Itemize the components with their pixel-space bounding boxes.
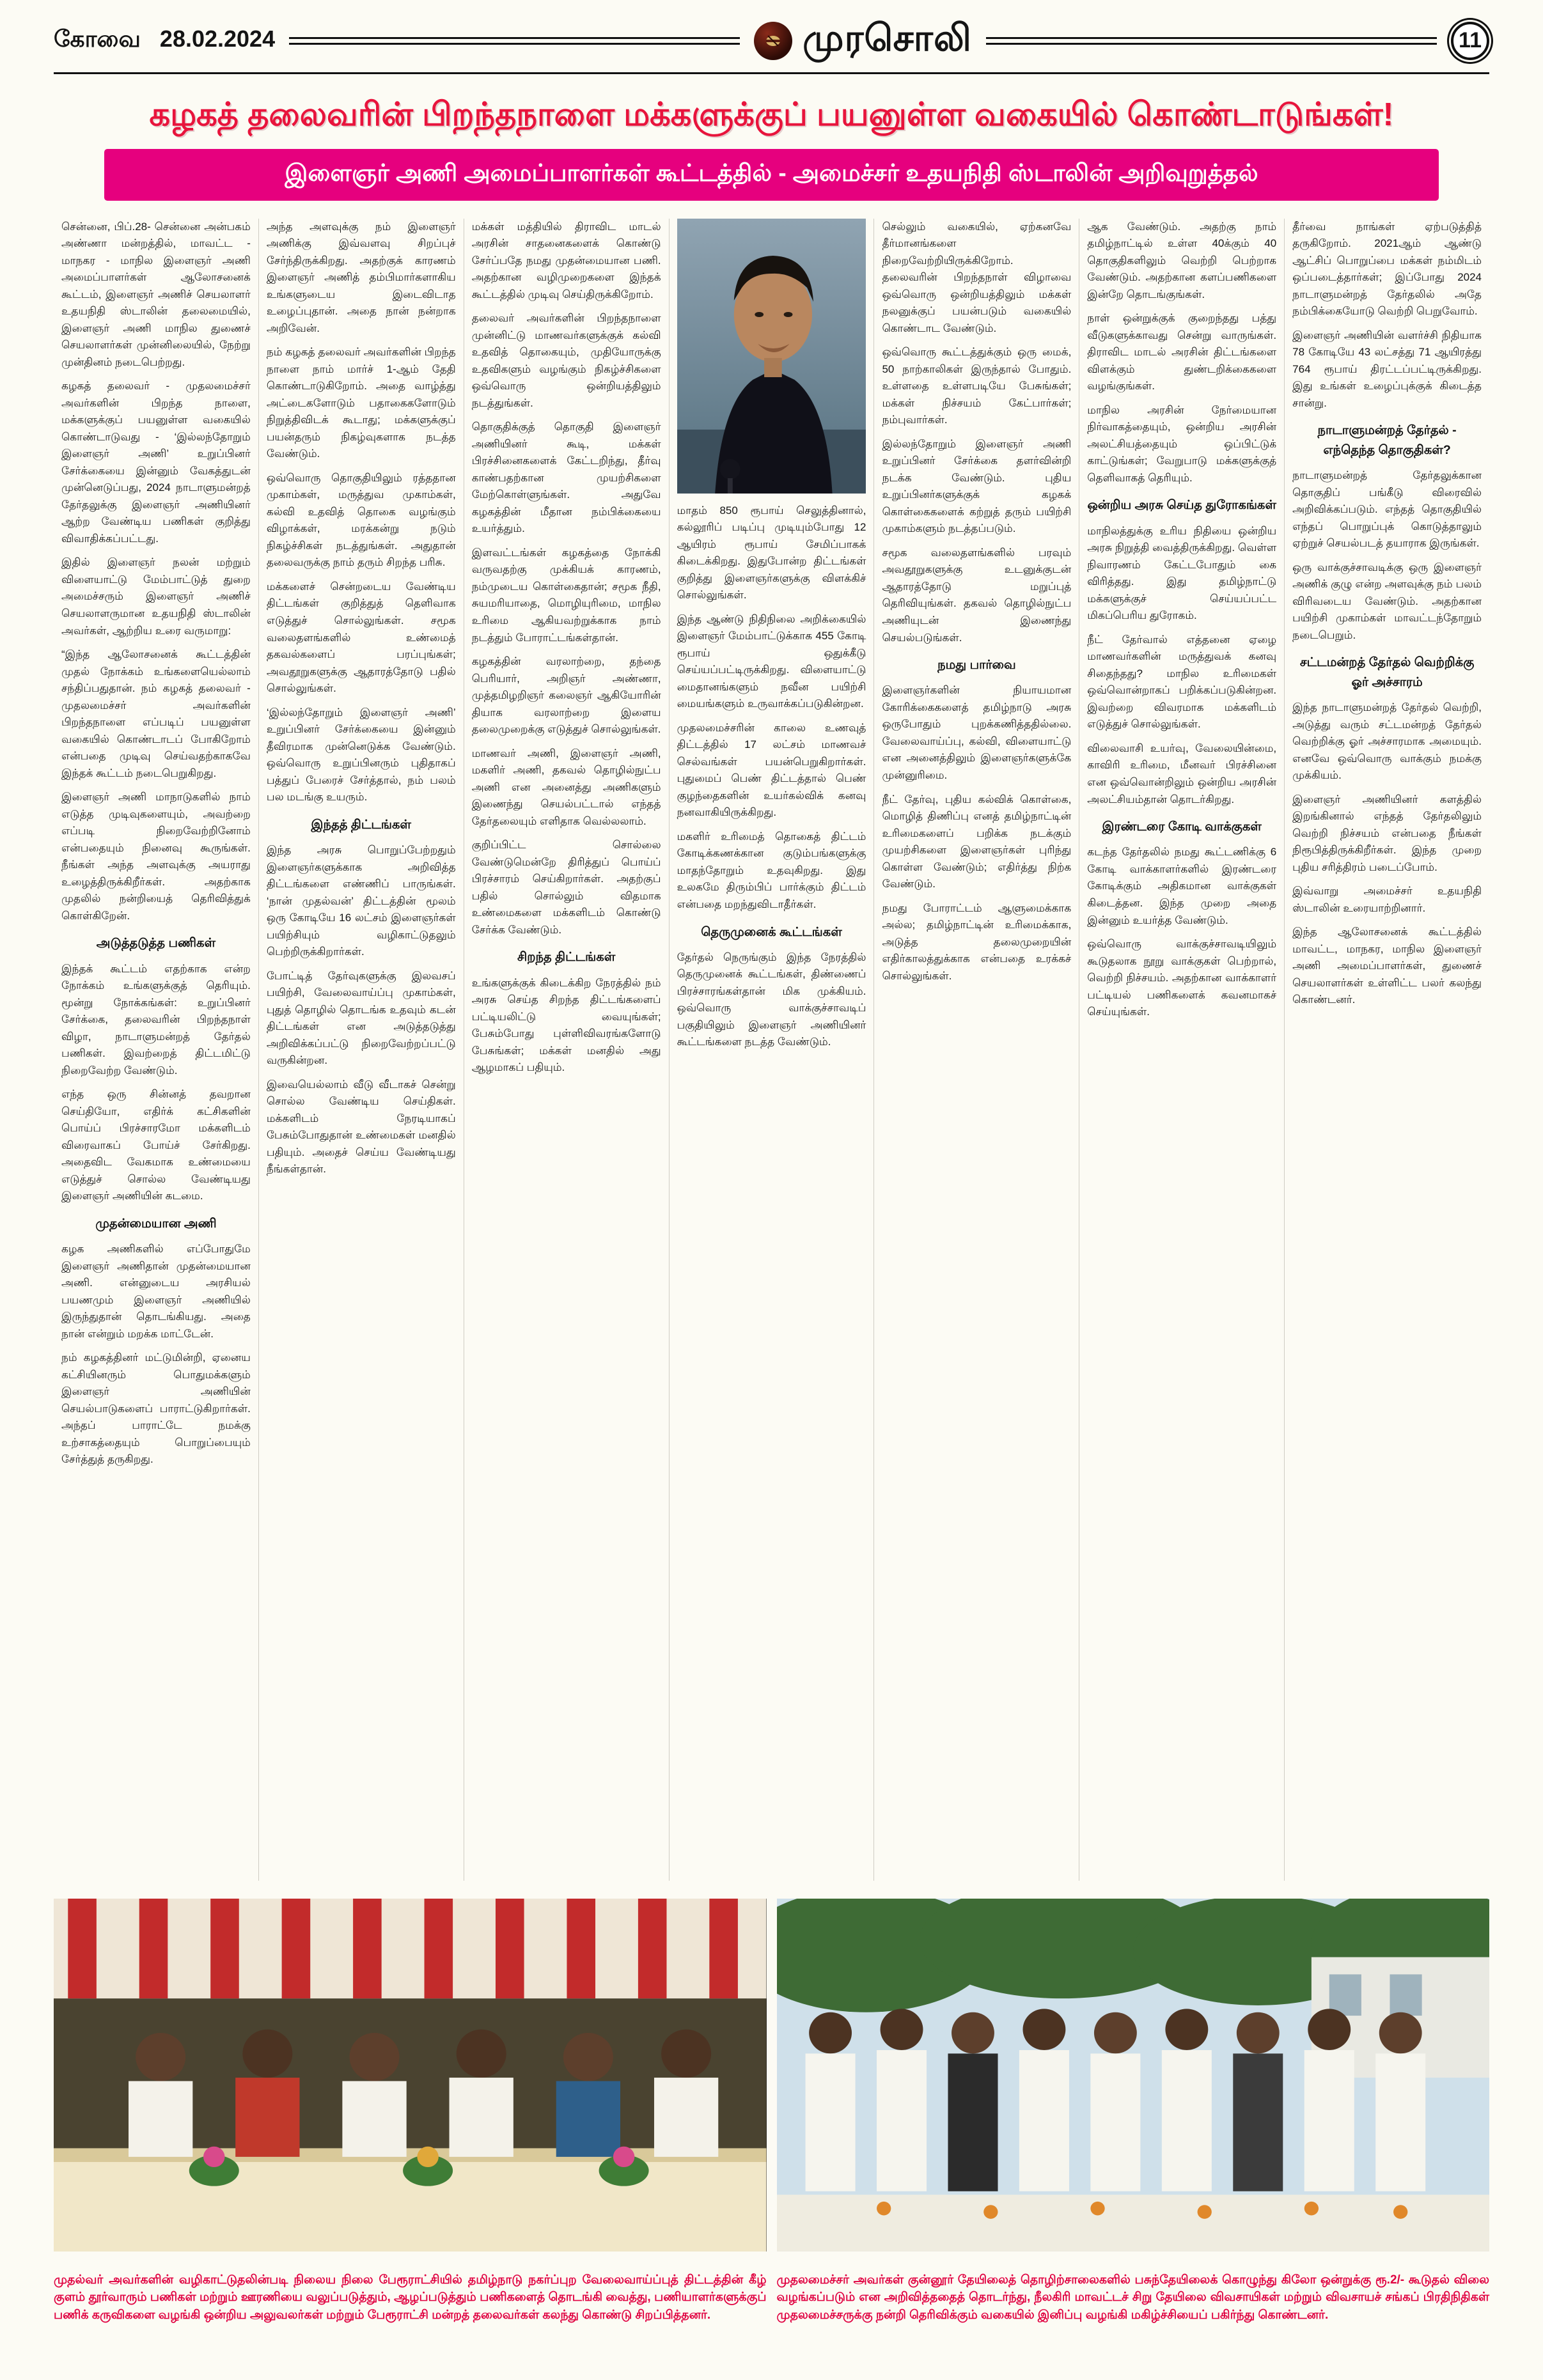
caption-row bbox=[54, 2259, 1489, 2337]
article-paragraph: தலைவர் அவர்களின் பிறந்தநாளை முன்னிட்டு மாணவர்களுக்குக் கல்வி உதவித் தொகையும், முதியோருக்கு உதவிகளும் வழங்கும் நிகழ்ச்சிகளை ஒவ்வொரு ஒன்றியத்திலும் நடத்துங்கள். bbox=[471, 312, 661, 409]
article-paragraph: மக்களைச் சென்றடைய வேண்டிய திட்டங்கள் குறித்துத் தெளிவாக எடுத்துச் சொல்லுங்கள். சமூக வலைதளங்களில் உண்மைத் தகவல்களைப் பரப்புங்கள்; அவதூறுகளுக்கு ஆதாரத்தோடு பதில் சொல்லுங்கள். bbox=[266, 580, 456, 695]
article-paragraph: நீட் தேர்வால் எத்தனை ஏழை மாணவர்களின் மருத்துவக் கனவு சிதைந்தது? மாநில உரிமைகள் ஒவ்வொன்றாகப் பறிக்கப்படுகின்றன. இவற்றை விவரமாக மக்களிடம் எடுத்துச் சொல்லுங்கள். bbox=[1087, 633, 1277, 731]
article-paragraph: இவையெல்லாம் வீடு வீடாகச் சென்று சொல்ல வேண்டிய செய்திகள். மக்களிடம் நேரடியாகப் பேசும்போதுதான் உண்மைகள் மனதில் பதியும். அதைச் செய்ய வேண்டியது நீங்கள்தான். bbox=[266, 1078, 456, 1176]
article-paragraph: இளைஞர் அணியின் வளர்ச்சி நிதியாக 78 கோடியே 43 லட்சத்து 71 ஆயிரத்து 764 ரூபாய் திரட்டப்பட்டிருக்கிறது. இது உங்கள் உழைப்புக்குக் கிடைத்த சான்று. bbox=[1292, 329, 1482, 409]
article-column-4 bbox=[669, 219, 874, 1881]
article-subhead: இரண்டரை கோடி வாக்குகள் bbox=[1102, 820, 1262, 834]
article-paragraph: மாணவர் அணி, இளைஞர் அணி, மகளிர் அணி, தகவல் தொழில்நுட்ப அணி என அனைத்து அணிகளும் இணைந்து செயல்பட்டால் எந்தத் தேர்தலையும் எளிதாக வெல்லலாம். bbox=[471, 747, 661, 827]
masthead bbox=[54, 17, 1489, 74]
article-paragraph: சென்னை, பிப்.28- சென்னை அன்பகம் அண்ணா மன்றத்தில், மாவட்ட - மாநகர - மாநில இளைஞர் அணி அமைப்பாளர்கள் ஆலோசனைக் கூட்டம், இளைஞர் அணிச் செயலாளர் உதயநிதி ஸ்டாலின் தலைமையில், இளைஞர் அணி மாநில துணைச் செயலாளர்கள் முன்னிலையில், நேற்று முன்தினம் நடைபெற்றது. bbox=[61, 220, 251, 368]
article-body bbox=[54, 219, 1489, 1881]
article-paragraph: இவ்வாறு அமைச்சர் உதயநிதி ஸ்டாலின் உரையாற்றினார். bbox=[1292, 885, 1482, 914]
article-paragraph: இந்த ஆண்டு நிதிநிலை அறிக்கையில் இளைஞர் மேம்பாட்டுக்காக 455 கோடி ரூபாய் ஒதுக்கீடு செய்யப்பட்டிருக்கிறது. விளையாட்டு மைதானங்களும் நவீன பயிற்சி மையங்களும் உருவாக்கப்படுகின்றன. bbox=[677, 612, 866, 710]
article-paragraph: ‘இல்லந்தோறும் இளைஞர் அணி’ உறுப்பினர் சேர்க்கையை இன்னும் தீவிரமாக முன்னெடுக்க வேண்டும். ஒவ்வொரு உறுப்பினரும் புதிதாகப் பத்துப் பேரைச் சேர்த்தால், நம் பலம் பல மடங்கு உயரும். bbox=[266, 706, 456, 804]
article-paragraph: ஆக வேண்டும். அதற்கு நாம் தமிழ்நாட்டில் உள்ள 40க்கும் 40 தொகுதிகளிலும் வெற்றி பெற்றாக வேண்டும். அதற்கான களப்பணிகளை இன்றே தொடங்குங்கள். bbox=[1087, 220, 1277, 300]
article-paragraph: குறிப்பிட்ட சொல்லை வேண்டுமென்றே திரித்துப் பொய்ப் பிரச்சாரம் செய்கிறார்கள். அதற்குப் பதில் சொல்லும் விதமாக உண்மைகளை மக்களிடம் கொண்டு சேர்க்க வேண்டும். bbox=[471, 839, 661, 936]
article-paragraph: நம் கழகத்தினர் மட்டுமின்றி, ஏனைய கட்சியினரும் பொதுமக்களும் இளைஞர் அணியின் செயல்பாடுகளைப் பாராட்டுகிறார்கள். அந்தப் பாராட்டே நமக்கு உற்சாகத்தையும் பொறுப்பையும் சேர்த்துத் தருகிறது. bbox=[61, 1351, 251, 1466]
article-paragraph: சமூக வலைதளங்களில் பரவும் அவதூறுகளுக்கு உடனுக்குடன் ஆதாரத்தோடு மறுப்புத் தெரிவியுங்கள். தகவல் தொழில்நுட்ப அணியுடன் இணைந்து செயல்படுங்கள். bbox=[882, 546, 1072, 644]
article-paragraph: செல்லும் வகையில், ஏற்கனவே தீர்மானங்களை நிறைவேற்றியிருக்கிறோம். தலைவரின் பிறந்தநாள் விழாவை ஒவ்வொரு ஒன்றியத்திலும் மக்கள் நலனுக்குப் பயன்படும் வகையில் கொண்டாட வேண்டும். bbox=[882, 220, 1072, 334]
speaker-portrait-photo bbox=[677, 219, 866, 494]
group-outdoor-photo bbox=[777, 1899, 1490, 2252]
article-paragraph: உங்களுக்குக் கிடைக்கிற நேரத்தில் நம் அரசு செய்த சிறந்த திட்டங்களைப் பட்டியலிட்டு வையுங்கள்; பேசும்போது புள்ளிவிவரங்களோடு பேசுங்கள்; மக்கள் மனதில் அது ஆழமாகப் பதியும். bbox=[471, 976, 661, 1074]
issue-date: 28.02.2024 bbox=[159, 26, 276, 52]
article-paragraph: இந்தக் கூட்டம் எதற்காக என்ற நோக்கம் உங்களுக்குத் தெரியும். மூன்று நோக்கங்கள்: உறுப்பினர் சேர்க்கை, தலைவரின் பிறந்தநாள் விழா, நாடாளுமன்றத் தேர்தல் பணிகள். இவற்றைத் திட்டமிட்டு நிறைவேற்ற வேண்டும். bbox=[61, 962, 251, 1077]
article-paragraph: அந்த அளவுக்கு நம் இளைஞர் அணிக்கு இவ்வளவு சிறப்புச் சேர்ந்திருக்கிறது. அதற்குக் காரணம் இளைஞர் அணித் தம்பிமார்களாகிய உங்களுடைய இடைவிடாத உழைப்புதான். அதை நான் நன்றாக அறிவேன். bbox=[266, 220, 456, 334]
article-paragraph: நாள் ஒன்றுக்குக் குறைந்தது பத்து வீடுகளுக்காவது சென்று வாருங்கள். திராவிட மாடல் அரசின் திட்டங்களை விளக்கும் துண்டறிக்கைகளை வழங்குங்கள். bbox=[1087, 312, 1277, 393]
article-paragraph: நம் கழகத் தலைவர் அவர்களின் பிறந்த நாளை நாம் மார்ச் 1-ஆம் தேதி கொண்டாடுகிறோம். அதை வாழ்த்து அட்டைகளோடும் பதாகைகளோடும் நிறுத்திவிடக் கூடாது; மக்களுக்குப் பயன்தரும் நிகழ்வுகளாக நடத்த வேண்டும். bbox=[266, 346, 456, 460]
article-paragraph: போட்டித் தேர்வுகளுக்கு இலவசப் பயிற்சி, வேலைவாய்ப்பு முகாம்கள், புதுத் தொழில் தொடங்க உதவும் கடன் திட்டங்கள் என அடுத்தடுத்து அறிவிக்கப்பட்டு நிறைவேற்றப்பட்டு வருகின்றன. bbox=[266, 969, 456, 1067]
article-paragraph: “இந்த ஆலோசனைக் கூட்டத்தின் முதல் நோக்கம் உங்களையெல்லாம் சந்திப்பதுதான். நம் கழகத் தலைவர் - முதலமைச்சர் அவர்களின் பிறந்தநாளை எப்படிப் பயனுள்ள வகையில் கொண்டாடப் போகிறோம் என்பதை முடிவு செய்வதற்காகவே இந்தக் கூட்டம் நடைபெறுகிறது. bbox=[61, 648, 251, 779]
article-column-3 bbox=[464, 219, 669, 1881]
article-subhead: நமது பார்வை bbox=[937, 658, 1016, 673]
article-paragraph: இளைஞர் அணி மாநாடுகளில் நாம் எடுத்த முடிவுகளையும், அவற்றை எப்படி நிறைவேற்றினோம் என்பதையும் நினைவு கூருங்கள். நீங்கள் அந்த அளவுக்கு அயராது உழைத்திருக்கிறீர்கள். அதற்காக முதலில் நன்றியைத் தெரிவித்துக் கொள்கிறேன். bbox=[61, 791, 251, 922]
article-paragraph: இல்லந்தோறும் இளைஞர் அணி உறுப்பினர் சேர்க்கை தளர்வின்றி நடக்க வேண்டும். புதிய உறுப்பினர்களுக்குக் கழகக் கொள்கைகளைக் கற்றுத் தரும் பயிற்சி முகாம்களும் நடத்தப்படும். bbox=[882, 437, 1072, 535]
article-paragraph: கழக அணிகளில் எப்போதுமே இளைஞர் அணிதான் முதன்மையான அணி. என்னுடைய அரசியல் பயணமும் இளைஞர் அணியில் இருந்துதான் தொடங்கியது. அதை நான் என்றும் மறக்க மாட்டேன். bbox=[61, 1243, 251, 1340]
article-paragraph: இந்த நாடாளுமன்றத் தேர்தல் வெற்றி, அடுத்து வரும் சட்டமன்றத் தேர்தல் வெற்றிக்கு ஓர் அச்சாரமாக அமையும். எனவே ஒவ்வொரு வாக்கும் நமக்கு முக்கியம். bbox=[1292, 701, 1482, 782]
article-paragraph: நமது போராட்டம் ஆளுமைக்காக அல்ல; தமிழ்நாட்டின் உரிமைக்காக, அடுத்த தலைமுறையின் எதிர்காலத்துக்காக என்பதை உரக்கச் சொல்லுங்கள். bbox=[882, 901, 1072, 982]
article-paragraph: தீர்வை நாங்கள் ஏற்படுத்தித் தருகிறோம். 2021ஆம் ஆண்டு ஆட்சிப் பொறுப்பை மக்கள் நம்மிடம் ஒப்படைத்தார்கள்; இப்போது 2024 நாடாளுமன்றத் தேர்தலில் அதே நம்பிக்கையோடு வெற்றி பெறுவோம். bbox=[1292, 220, 1482, 318]
article-paragraph: இளைஞர் அணியினர் களத்தில் இறங்கினால் எந்தத் தேர்தலிலும் வெற்றி நிச்சயம் என்பதை நீங்கள் நிரூபித்திருக்கிறீர்கள். இந்த முறை புதிய சரித்திரம் படைப்போம். bbox=[1292, 793, 1482, 873]
article-subhead: நாடாளுமன்றத் தேர்தல் - எந்தெந்த தொகுதிகள்? bbox=[1317, 423, 1457, 457]
article-column-1 bbox=[54, 219, 258, 1881]
article-paragraph: தொகுதிக்குத் தொகுதி இளைஞர் அணியினர் கூடி, மக்கள் பிரச்சினைகளைக் கேட்டறிந்து, தீர்வு காண்பதற்கான முயற்சிகளை மேற்கொள்ளுங்கள். அதுவே கழகத்தின் மீதான நம்பிக்கையை உயர்த்தும். bbox=[471, 421, 661, 535]
page-number-badge: 11 bbox=[1451, 22, 1489, 60]
article-paragraph: நீட் தேர்வு, புதிய கல்விக் கொள்கை, மொழித் திணிப்பு எனத் தமிழ்நாட்டின் உரிமைகளைப் பறிக்க நடக்கும் முயற்சிகளை இளைஞர்கள் புரிந்து கொள்ள வேண்டும்; எதிர்த்து நிற்க வேண்டும். bbox=[882, 793, 1072, 891]
article-paragraph: நாடாளுமன்றத் தேர்தலுக்கான தொகுதிப் பங்கீடு விரைவில் அறிவிக்கப்படும். எந்தத் தொகுதியில் எந்தப் பொறுப்புக் கொடுத்தாலும் ஏற்றுச் செயல்படத் தயாராக இருங்கள். bbox=[1292, 469, 1482, 550]
article-column-2 bbox=[258, 219, 464, 1881]
right-photo-caption: முதலமைச்சர் அவர்கள் குன்னூர் தேயிலைத் தொழிற்சாலைகளில் பசுந்தேயிலைக் கொழுந்து கிலோ ஒன்றுக்கு ரூ.2/- கூடுதல் விலை வழங்கப்படும் என அறிவித்ததைத் தொடர்ந்து, நீலகிரி மாவட்டச் சிறு தேயிலை விவசாயிகள் மற்றும் விவசாயச் சங்கப் பிரதிநிதிகள் முதலமைச்சருக்கு நன்றி தெரிவிக்கும் வகையில் இனிப்பு வழங்கி மகிழ்ச்சியைப் பகிர்ந்து கொண்டனர். bbox=[776, 2273, 1489, 2322]
article-column-5 bbox=[873, 219, 1079, 1881]
article-paragraph: இந்த அரசு பொறுப்பேற்றதும் இளைஞர்களுக்காக அறிவித்த திட்டங்களை எண்ணிப் பாருங்கள். ‘நான் முதல்வன்’ திட்டத்தின் மூலம் ஒரு கோடியே 16 லட்சம் இளைஞர்கள் பயிற்சியும் வழிகாட்டுதலும் பெற்றிருக்கிறார்கள். bbox=[266, 844, 456, 958]
masthead-title-block bbox=[754, 17, 972, 65]
article-subhead: அடுத்தடுத்த பணிகள் bbox=[96, 936, 216, 951]
main-headline: கழகத் தலைவரின் பிறந்தநாளை மக்களுக்குப் பயனுள்ள வகையில் கொண்டாடுங்கள்! bbox=[149, 96, 1394, 132]
article-paragraph: மகளிர் உரிமைத் தொகைத் திட்டம் கோடிக்கணக்கான குடும்பங்களுக்கு மாதந்தோறும் உதவுகிறது. இது உலகமே திரும்பிப் பார்க்கும் திட்டம் என்பதை மறந்துவிடாதீர்கள். bbox=[677, 830, 866, 910]
stage-event-photo bbox=[54, 1899, 767, 2252]
article-paragraph: ஒரு வாக்குச்சாவடிக்கு ஒரு இளைஞர் அணிக் குழு என்ற அளவுக்கு நம் பலம் விரிவடைய வேண்டும். அதற்கான பயிற்சி முகாம்கள் மாவட்டந்தோறும் நடைபெறும். bbox=[1292, 561, 1482, 641]
article-paragraph: இளைஞர்களின் நியாயமான கோரிக்கைகளைத் தமிழ்நாடு அரசு ஒருபோதும் புறக்கணித்ததில்லை. வேலைவாய்ப்பு, கல்வி, விளையாட்டு என அனைத்திலும் இளைஞர்களுக்கே முன்னுரிமை. bbox=[882, 684, 1072, 781]
article-paragraph: ஒவ்வொரு தொகுதியிலும் ரத்ததான முகாம்கள், மருத்துவ முகாம்கள், கல்வி உதவித் தொகை வழங்கும் விழாக்கள், மரக்கன்று நடும் நிகழ்ச்சிகள் நடத்துங்கள். அதுதான் தலைவருக்கு நாம் தரும் சிறந்த பரிசு. bbox=[266, 471, 456, 569]
article-paragraph: ஒவ்வொரு கூட்டத்துக்கும் ஒரு மைக், 50 நாற்காலிகள் இருந்தால் போதும். உள்ளதை உள்ளபடியே பேசுங்கள்; மக்கள் நிச்சயம் கேட்பார்கள்; நம்புவார்கள். bbox=[882, 346, 1072, 426]
article-paragraph: மக்கள் மத்தியில் திராவிட மாடல் அரசின் சாதனைகளைக் கொண்டு சேர்ப்பதே நமது முதன்மையான பணி. அதற்கான வழிமுறைகளை இந்தக் கூட்டத்தில் முடிவு செய்திருக்கிறோம். bbox=[471, 220, 661, 300]
article-subhead: சட்டமன்றத் தேர்தல் வெற்றிக்கு ஓர் அச்சாரம் bbox=[1299, 655, 1475, 689]
article-subhead: சிறந்த திட்டங்கள் bbox=[517, 950, 616, 965]
article-subhead: தெருமுனைக் கூட்டங்கள் bbox=[701, 924, 842, 939]
bottom-photo-row bbox=[54, 1899, 1489, 2252]
article-paragraph: கடந்த தேர்தலில் நமது கூட்டணிக்கு 6 கோடி வாக்காளர்களில் இரண்டரை கோடிக்கும் அதிகமான வாக்குகள் கிடைத்தன. இந்த முறை அதை இன்னும் உயர்த்த வேண்டும். bbox=[1087, 846, 1277, 926]
article-paragraph: இந்த ஆலோசனைக் கூட்டத்தில் மாவட்ட, மாநகர, மாநில இளைஞர் அணி அமைப்பாளர்கள், துணைச் செயலாளர்கள் உள்ளிட்ட பலர் கலந்து கொண்டனர். bbox=[1292, 926, 1482, 1006]
article-paragraph: மாநிலத்துக்கு உரிய நிதியை ஒன்றிய அரசு நிறுத்தி வைத்திருக்கிறது. வெள்ள நிவாரணம் கேட்டபோதும் கை விரித்தது. இது தமிழ்நாட்டு மக்களுக்குச் செய்யப்பட்ட மிகப்பெரிய துரோகம். bbox=[1087, 524, 1277, 622]
edition-date bbox=[54, 26, 275, 56]
article-paragraph: மாநில அரசின் நேர்மையான நிர்வாகத்தையும், ஒன்றிய அரசின் அலட்சியத்தையும் ஒப்பிட்டுக் காட்டுங்கள்; வேறுபாடு மக்களுக்குத் தெளிவாகத் தெரியும். bbox=[1087, 403, 1277, 484]
masthead-rule-right bbox=[986, 37, 1437, 45]
article-paragraph: மாதம் 850 ரூபாய் செலுத்தினால், கல்லூரிப் படிப்பு முடியும்போது 12 ஆயிரம் ரூபாய் சேமிப்பாகக் கிடைக்கிறது. இதுபோன்ற திட்டங்கள் குறித்து இளைஞர்களுக்கு விளக்கிச் சொல்லுங்கள். bbox=[677, 504, 866, 602]
article-paragraph: ஒவ்வொரு வாக்குச்சாவடியிலும் கூடுதலாக நூறு வாக்குகள் பெற்றால், வெற்றி நிச்சயம். அதற்கான வாக்காளர் பட்டியல் பணிகளைக் கவனமாகச் செய்யுங்கள். bbox=[1087, 938, 1277, 1018]
article-paragraph: விலைவாசி உயர்வு, வேலையின்மை, காவிரி உரிமை, மீனவர் பிரச்சினை என ஒவ்வொன்றிலும் ஒன்றிய அரசின் அலட்சியம்தான் தொடர்கிறது. bbox=[1087, 742, 1277, 805]
article-subhead: ஒன்றிய அரசு செய்த துரோகங்கள் bbox=[1087, 498, 1276, 513]
article-subhead: இந்தத் திட்டங்கள் bbox=[311, 817, 412, 832]
article-column-6 bbox=[1079, 219, 1284, 1881]
paper-title: முரசொலி bbox=[803, 17, 973, 59]
left-photo-caption: முதல்வர் அவர்களின் வழிகாட்டுதலின்படி நிலைய நிலை பேரூராட்சியில் தமிழ்நாடு நகர்ப்புற வேலைவாய்ப்புத் திட்டத்தின் கீழ் குளம் தூர்வாரும் பணிகள் மற்றும் ஊரணியை வலுப்படுத்தும், ஆழப்படுத்தும் பணிகளைத் தொடங்கி வைத்து, பணியாளர்களுக்குப் பணிக் கருவிகளை வழங்கி ஒன்றிய அலுவலர்கள் மற்றும் பேரூராட்சி மன்றத் தலைவர்கள் கலந்து கொண்டு சிறப்பித்தனர். bbox=[54, 2273, 767, 2322]
sub-headline-banner: இளைஞர் அணி அமைப்பாளர்கள் கூட்டத்தில் - அமைச்சர் உதயநிதி ஸ்டாலின் அறிவுறுத்தல் bbox=[104, 149, 1439, 201]
article-paragraph: முதலமைச்சரின் காலை உணவுத் திட்டத்தில் 17 லட்சம் மாணவச் செல்வங்கள் பயன்பெறுகிறார்கள். புதுமைப் பெண் திட்டத்தால் பெண் குழந்தைகளின் உயர்கல்விக் கனவு நனவாகியிருக்கிறது. bbox=[677, 721, 866, 819]
edition-name: கோவை bbox=[54, 26, 141, 52]
article-paragraph: எந்த ஒரு சின்னத் தவறான செய்தியோ, எதிர்க் கட்சிகளின் பொய்ப் பிரச்சாரமோ மக்களிடம் விரைவாகப் போய்ச் சேர்கிறது. அதைவிட வேகமாக உண்மையை எடுத்துச் சொல்ல வேண்டியது இளைஞர் அணியின் கடமை. bbox=[61, 1088, 251, 1202]
article-paragraph: இளவட்டங்கள் கழகத்தை நோக்கி வருவதற்கு முக்கியக் காரணம், நம்முடைய கொள்கைதான்; சமூக நீதி, சுயமரியாதை, மொழியுரிமை, மாநில உரிமை ஆகியவற்றுக்காக நாம் நடத்தும் போராட்டங்கள்தான். bbox=[471, 546, 661, 644]
article-paragraph: இதில் இளைஞர் நலன் மற்றும் விளையாட்டு மேம்பாட்டுத் துறை அமைச்சரும் இளைஞர் அணிச் செயலாளருமான உதயநிதி ஸ்டாலின் அவர்கள், ஆற்றிய உரை வருமாறு: bbox=[61, 556, 251, 637]
article-paragraph: தேர்தல் நெருங்கும் இந்த நேரத்தில் தெருமுனைக் கூட்டங்கள், திண்ணைப் பிரச்சாரங்கள்தான் மிக முக்கியம். ஒவ்வொரு வாக்குச்சாவடிப் பகுதியிலும் இளைஞர் அணியினர் கூட்டங்களை நடத்த வேண்டும். bbox=[677, 951, 866, 1048]
article-subhead: முதன்மையான அணி bbox=[95, 1216, 217, 1231]
article-paragraph: கழகத் தலைவர் - முதலமைச்சர் அவர்களின் பிறந்த நாளை, மக்களுக்குப் பயனுள்ள வகையில் கொண்டாடுவது - ‘இல்லந்தோறும் இளைஞர் அணி’ உறுப்பினர் சேர்க்கையை இன்னும் வேகத்துடன் முன்னெடுப்பது, 2024 நாடாளுமன்றத் தேர்தலுக்கு இளைஞர் அணியினர் ஆற்ற வேண்டிய பணிகள் குறித்து விவாதிக்கப்பட்டது. bbox=[61, 380, 251, 545]
murasoli-drum-logo-icon bbox=[754, 22, 792, 60]
masthead-rule-left bbox=[289, 37, 740, 45]
article-paragraph: கழகத்தின் வரலாற்றை, தந்தை பெரியார், அறிஞர் அண்ணா, முத்தமிழறிஞர் கலைஞர் ஆகியோரின் தியாக வரலாற்றை இளைய தலைமுறைக்கு எடுத்துச் சொல்லுங்கள். bbox=[471, 655, 661, 736]
article-column-7 bbox=[1284, 219, 1489, 1881]
